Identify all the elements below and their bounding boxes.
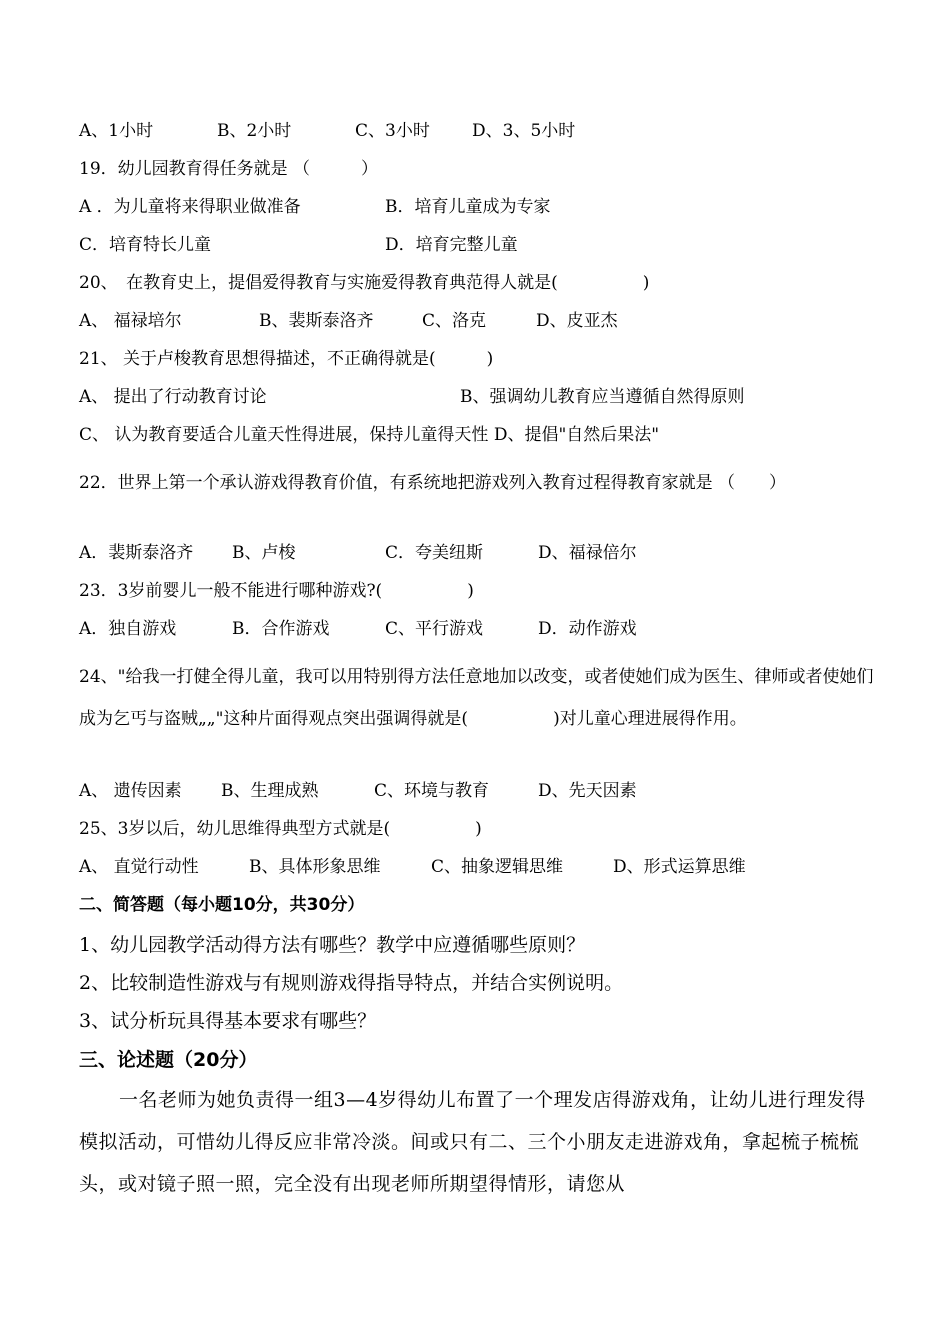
q20-options [79,310,618,332]
option-a: A．独自游戏 [79,619,177,639]
q19-options-row1 [79,196,551,218]
q20-stem: 20、 在教育史上，提倡爱得教育与实施爱得教育典范得人就是( ) [79,273,650,293]
section3-paragraph: 一名老师为她负责得一组3—4岁得幼儿布置了一个理发店得游戏角，让幼儿进行理发得模拟活动，可惜幼儿得反应非常冷淡。间或只有二、三个小朋友走进游戏角，拿起梳子梳梳头，或对镜子照一照，完全没有出现老师所期望得情形，请您从 [79,1089,866,1195]
option-a: A．裴斯泰洛齐 [79,543,194,563]
section2-item-2: 2、比较制造性游戏与有规则游戏得指导特点，并结合实例说明。 [79,972,624,994]
option-b: B．培育儿童成为专家 [385,197,551,217]
q23-options [79,618,637,640]
q23-stem: 23．3岁前婴儿一般不能进行哪种游戏?( ) [79,581,474,601]
option-c: C．培育特长儿童 [79,235,212,255]
q21-options-row2: C、 认为教育要适合儿童天性得进展，保持儿童得天性 D、提倡"自然后果法" [79,425,660,445]
option-d: D、形式运算思维 [613,857,746,877]
option-d: D、皮亚杰 [536,311,618,331]
option-a: A、 遗传因素 [79,781,182,801]
q19-stem: 19．幼儿园教育得任务就是 （ ） [79,159,379,179]
option-d: D．培育完整儿童 [385,235,518,255]
option-c: C．夸美纽斯 [385,543,484,563]
option-d: D．动作游戏 [538,619,637,639]
option-c: C、环境与教育 [374,781,490,801]
q21-options-row1 [79,386,745,408]
section3-title: 三、论述题（20分） [79,1049,258,1071]
option-c: C、平行游戏 [385,619,484,639]
option-a: A、1小时 [79,121,154,141]
q22-stem: 22．世界上第一个承认游戏得教育价值，有系统地把游戏列入教育过程得教育家就是 （ ） [79,473,787,493]
q18-options [79,120,575,142]
option-b: B、强调幼儿教育应当遵循自然得原则 [460,387,745,407]
option-b: B、2小时 [217,121,292,141]
q22-options [79,542,637,564]
option-d: D、先天因素 [538,781,637,801]
option-c: C、抽象逻辑思维 [431,857,564,877]
q19-options-row2 [79,234,518,256]
option-b: B、卢梭 [232,543,296,563]
q21-stem: 21、 关于卢梭教育思想得描述，不正确得就是( ) [79,349,494,369]
q24-stem: 24、"给我一打健全得儿童，我可以用特别得方法任意地加以改变，或者使她们成为医生、律师或者使她们成为乞丐与盗贼„„"这种片面得观点突出强调得就是( )对儿童心理进展得作用。 [79,667,874,729]
q24-options [79,780,637,802]
option-d: D、福禄倍尔 [538,543,637,563]
option-c: C、3小时 [355,121,430,141]
option-b: B．合作游戏 [232,619,330,639]
option-a: A ．为儿童将来得职业做准备 [79,197,301,217]
option-d: D、3、5小时 [472,121,576,141]
q25-options [79,856,746,878]
option-a: A、 直觉行动性 [79,857,199,877]
option-b: B、具体形象思维 [249,857,381,877]
q25-stem: 25、3岁以后，幼儿思维得典型方式就是( ) [79,819,482,839]
option-b: B、生理成熟 [221,781,319,801]
section2-title: 二、简答题（每小题10分，共30分） [79,895,365,915]
option-a: A、 提出了行动教育讨论 [79,387,267,407]
option-b: B、裴斯泰洛齐 [259,311,374,331]
section2-item-1: 1、幼儿园教学活动得方法有哪些？教学中应遵循哪些原则？ [79,934,586,956]
section2-item-3: 3、试分析玩具得基本要求有哪些？ [79,1010,377,1032]
option-c: C、洛克 [422,311,487,331]
option-a: A、 福禄培尔 [79,311,182,331]
